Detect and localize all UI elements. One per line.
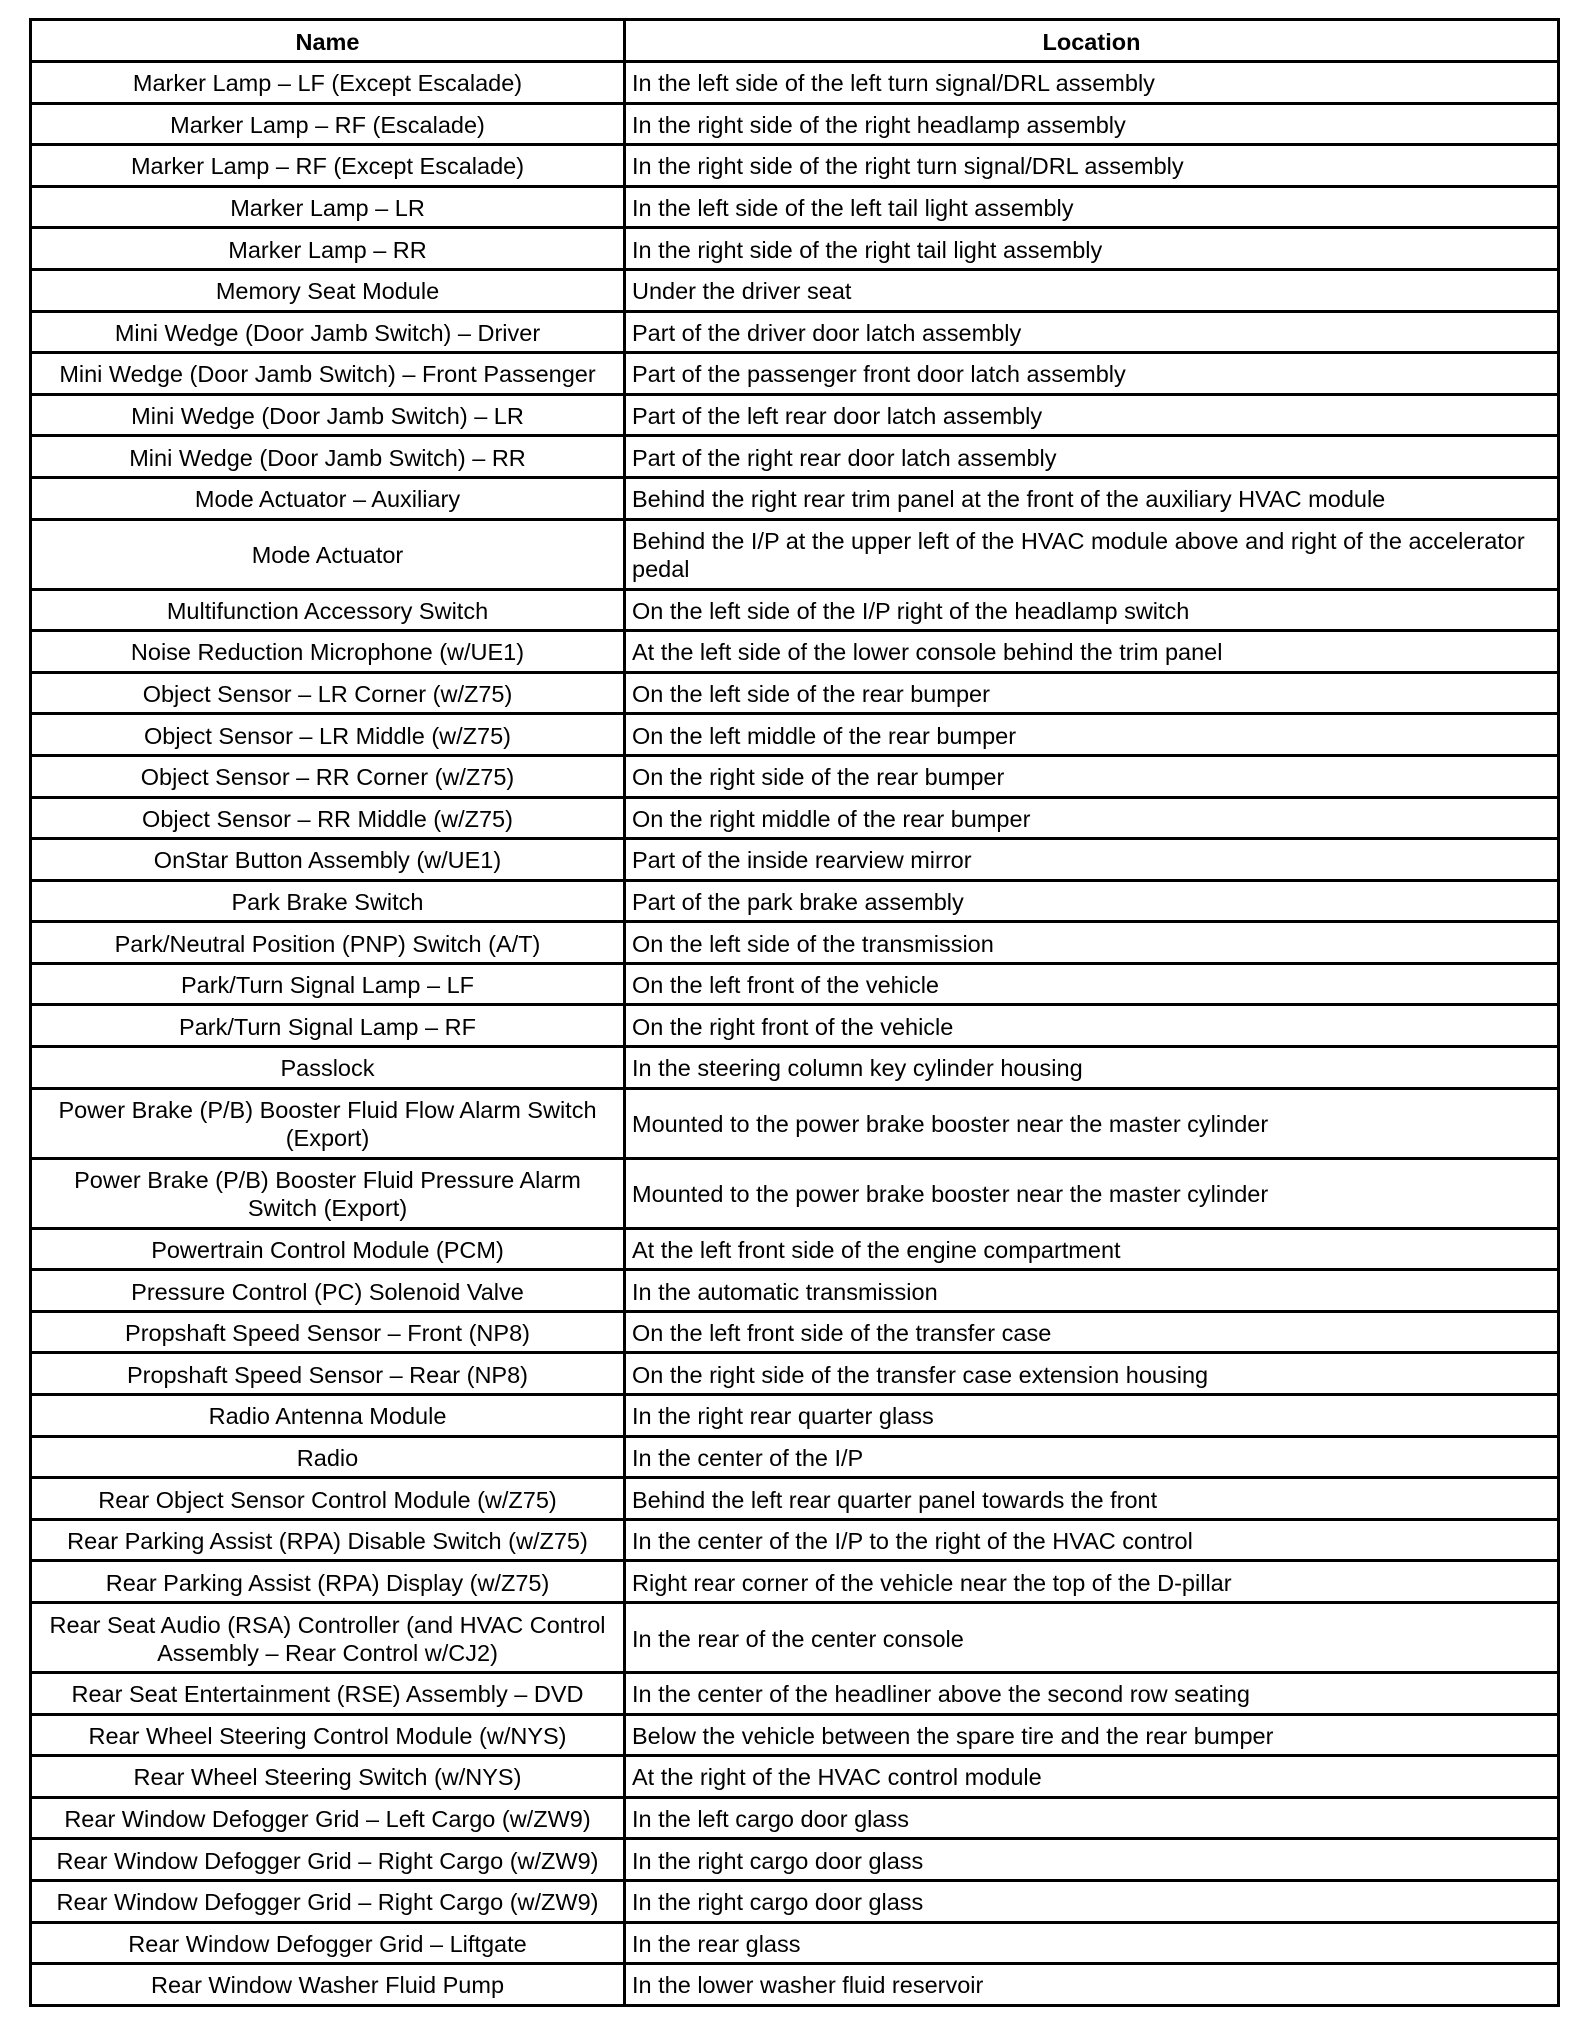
component-location-cell: Behind the I/P at the upper left of the HVAC module above and right of the accelerator pedal (625, 519, 1559, 589)
table-row (31, 186, 1559, 228)
component-location-cell: In the center of the headliner above the second row seating (625, 1673, 1559, 1715)
component-name-cell: Object Sensor – LR Middle (w/Z75) (31, 714, 625, 756)
table-row (31, 755, 1559, 797)
table-row (31, 589, 1559, 631)
component-location-cell: Under the driver seat (625, 269, 1559, 311)
component-location-cell: On the right side of the transfer case extension housing (625, 1353, 1559, 1395)
component-location-cell: In the right cargo door glass (625, 1880, 1559, 1922)
component-location-cell: On the left side of the I/P right of the headlamp switch (625, 589, 1559, 631)
component-name-cell: Radio (31, 1436, 625, 1478)
component-name-cell: Rear Wheel Steering Control Module (w/NYS) (31, 1714, 625, 1756)
component-name-cell: Rear Window Washer Fluid Pump (31, 1964, 625, 2006)
component-name-cell: Marker Lamp – RF (Except Escalade) (31, 145, 625, 187)
component-location-cell: In the right cargo door glass (625, 1839, 1559, 1881)
component-name-cell: Rear Seat Entertainment (RSE) Assembly – DVD (31, 1673, 625, 1715)
component-name-cell: Propshaft Speed Sensor – Front (NP8) (31, 1311, 625, 1353)
component-location-cell: Behind the right rear trim panel at the front of the auxiliary HVAC module (625, 477, 1559, 519)
component-name-cell: Park/Turn Signal Lamp – RF (31, 1005, 625, 1047)
component-name-cell: Rear Seat Audio (RSA) Controller (and HVAC Control Assembly – Rear Control w/CJ2) (31, 1603, 625, 1673)
component-location-cell: In the rear of the center console (625, 1603, 1559, 1673)
component-location-cell: On the right middle of the rear bumper (625, 797, 1559, 839)
table-row (31, 1797, 1559, 1839)
table-row (31, 477, 1559, 519)
component-location-cell: Part of the left rear door latch assembly (625, 394, 1559, 436)
table-row (31, 269, 1559, 311)
component-name-cell: Object Sensor – RR Corner (w/Z75) (31, 755, 625, 797)
component-location-cell: Part of the passenger front door latch assembly (625, 353, 1559, 395)
component-name-cell: Marker Lamp – LF (Except Escalade) (31, 62, 625, 104)
component-name-cell: Rear Parking Assist (RPA) Disable Switch (w/Z75) (31, 1519, 625, 1561)
table-row (31, 1519, 1559, 1561)
component-name-cell: Marker Lamp – LR (31, 186, 625, 228)
table-row (31, 1270, 1559, 1312)
table-row (31, 62, 1559, 104)
component-name-cell: OnStar Button Assembly (w/UE1) (31, 839, 625, 881)
component-name-cell: Rear Wheel Steering Switch (w/NYS) (31, 1756, 625, 1798)
component-name-cell: Marker Lamp – RR (31, 228, 625, 270)
component-name-cell: Powertrain Control Module (PCM) (31, 1228, 625, 1270)
table-row (31, 1561, 1559, 1603)
table-row (31, 1756, 1559, 1798)
component-location-cell: Part of the park brake assembly (625, 880, 1559, 922)
component-location-cell: On the left front of the vehicle (625, 963, 1559, 1005)
component-name-cell: Radio Antenna Module (31, 1395, 625, 1437)
table-row (31, 228, 1559, 270)
component-name-cell: Rear Parking Assist (RPA) Display (w/Z75) (31, 1561, 625, 1603)
table-row (31, 519, 1559, 589)
header-row (31, 20, 1559, 62)
component-location-cell: Mounted to the power brake booster near the master cylinder (625, 1088, 1559, 1158)
component-location-cell: In the left cargo door glass (625, 1797, 1559, 1839)
table-row (31, 311, 1559, 353)
table-row (31, 1228, 1559, 1270)
location-column-header: Location (625, 20, 1559, 62)
component-name-cell: Rear Window Defogger Grid – Right Cargo (w/ZW9) (31, 1839, 625, 1881)
component-name-cell: Noise Reduction Microphone (w/UE1) (31, 631, 625, 673)
table-row (31, 631, 1559, 673)
component-location-cell: At the left front side of the engine compartment (625, 1228, 1559, 1270)
component-location-cell: On the right side of the rear bumper (625, 755, 1559, 797)
name-column-header: Name (31, 20, 625, 62)
table-row (31, 145, 1559, 187)
table-row (31, 839, 1559, 881)
component-name-cell: Pressure Control (PC) Solenoid Valve (31, 1270, 625, 1312)
component-name-cell: Mode Actuator (31, 519, 625, 589)
component-name-cell: Passlock (31, 1047, 625, 1089)
component-location-cell: Behind the left rear quarter panel towards the front (625, 1478, 1559, 1520)
component-location-cell: On the left front side of the transfer case (625, 1311, 1559, 1353)
component-location-cell: Part of the driver door latch assembly (625, 311, 1559, 353)
component-location-cell: On the left side of the transmission (625, 922, 1559, 964)
component-name-cell: Mini Wedge (Door Jamb Switch) – LR (31, 394, 625, 436)
table-row (31, 1088, 1559, 1158)
table-row (31, 1673, 1559, 1715)
component-name-cell: Rear Window Defogger Grid – Left Cargo (w/ZW9) (31, 1797, 625, 1839)
table-row (31, 922, 1559, 964)
component-location-cell: At the left side of the lower console behind the trim panel (625, 631, 1559, 673)
table-row (31, 1880, 1559, 1922)
component-location-cell: On the left middle of the rear bumper (625, 714, 1559, 756)
component-name-cell: Propshaft Speed Sensor – Rear (NP8) (31, 1353, 625, 1395)
component-location-cell: In the left side of the left turn signal/DRL assembly (625, 62, 1559, 104)
table-row (31, 436, 1559, 478)
component-name-cell: Park/Neutral Position (PNP) Switch (A/T) (31, 922, 625, 964)
table-row (31, 714, 1559, 756)
component-name-cell: Park Brake Switch (31, 880, 625, 922)
component-location-cell: In the lower washer fluid reservoir (625, 1964, 1559, 2006)
component-location-cell: In the right rear quarter glass (625, 1395, 1559, 1437)
component-name-cell: Rear Window Defogger Grid – Liftgate (31, 1922, 625, 1964)
table-row (31, 1005, 1559, 1047)
component-location-cell: On the right front of the vehicle (625, 1005, 1559, 1047)
component-name-cell: Marker Lamp – RF (Escalade) (31, 103, 625, 145)
component-location-table (29, 18, 1560, 2007)
component-name-cell: Multifunction Accessory Switch (31, 589, 625, 631)
table-row (31, 394, 1559, 436)
table-row (31, 880, 1559, 922)
table-row (31, 1158, 1559, 1228)
table-row (31, 103, 1559, 145)
table-row (31, 1478, 1559, 1520)
table-row (31, 797, 1559, 839)
table-row (31, 1047, 1559, 1089)
component-location-cell: At the right of the HVAC control module (625, 1756, 1559, 1798)
component-location-cell: In the right side of the right tail light assembly (625, 228, 1559, 270)
component-location-cell: On the left side of the rear bumper (625, 672, 1559, 714)
component-location-cell: In the steering column key cylinder housing (625, 1047, 1559, 1089)
table-row (31, 1311, 1559, 1353)
component-name-cell: Mini Wedge (Door Jamb Switch) – RR (31, 436, 625, 478)
table-row (31, 1436, 1559, 1478)
component-name-cell: Rear Window Defogger Grid – Right Cargo (w/ZW9) (31, 1880, 625, 1922)
component-name-cell: Memory Seat Module (31, 269, 625, 311)
component-name-cell: Power Brake (P/B) Booster Fluid Flow Alarm Switch (Export) (31, 1088, 625, 1158)
component-name-cell: Mini Wedge (Door Jamb Switch) – Driver (31, 311, 625, 353)
component-location-cell: Below the vehicle between the spare tire and the rear bumper (625, 1714, 1559, 1756)
component-name-cell: Park/Turn Signal Lamp – LF (31, 963, 625, 1005)
table-row (31, 1603, 1559, 1673)
component-location-cell: In the right side of the right headlamp assembly (625, 103, 1559, 145)
table-row (31, 672, 1559, 714)
table-row (31, 1714, 1559, 1756)
component-name-cell: Power Brake (P/B) Booster Fluid Pressure Alarm Switch (Export) (31, 1158, 625, 1228)
table-row (31, 1395, 1559, 1437)
component-location-cell: Right rear corner of the vehicle near the top of the D-pillar (625, 1561, 1559, 1603)
component-name-cell: Object Sensor – LR Corner (w/Z75) (31, 672, 625, 714)
component-location-cell: Mounted to the power brake booster near the master cylinder (625, 1158, 1559, 1228)
table-row (31, 353, 1559, 395)
component-location-cell: In the left side of the left tail light assembly (625, 186, 1559, 228)
table-row (31, 963, 1559, 1005)
component-name-cell: Object Sensor – RR Middle (w/Z75) (31, 797, 625, 839)
component-name-cell: Rear Object Sensor Control Module (w/Z75) (31, 1478, 625, 1520)
table-row (31, 1964, 1559, 2006)
component-location-cell: In the automatic transmission (625, 1270, 1559, 1312)
component-location-cell: Part of the right rear door latch assembly (625, 436, 1559, 478)
component-location-cell: In the rear glass (625, 1922, 1559, 1964)
table-row (31, 1922, 1559, 1964)
component-name-cell: Mini Wedge (Door Jamb Switch) – Front Passenger (31, 353, 625, 395)
table-row (31, 1353, 1559, 1395)
component-name-cell: Mode Actuator – Auxiliary (31, 477, 625, 519)
component-location-cell: In the center of the I/P to the right of the HVAC control (625, 1519, 1559, 1561)
component-location-cell: Part of the inside rearview mirror (625, 839, 1559, 881)
table-row (31, 1839, 1559, 1881)
table-body (31, 62, 1559, 2006)
component-location-cell: In the center of the I/P (625, 1436, 1559, 1478)
component-location-cell: In the right side of the right turn signal/DRL assembly (625, 145, 1559, 187)
